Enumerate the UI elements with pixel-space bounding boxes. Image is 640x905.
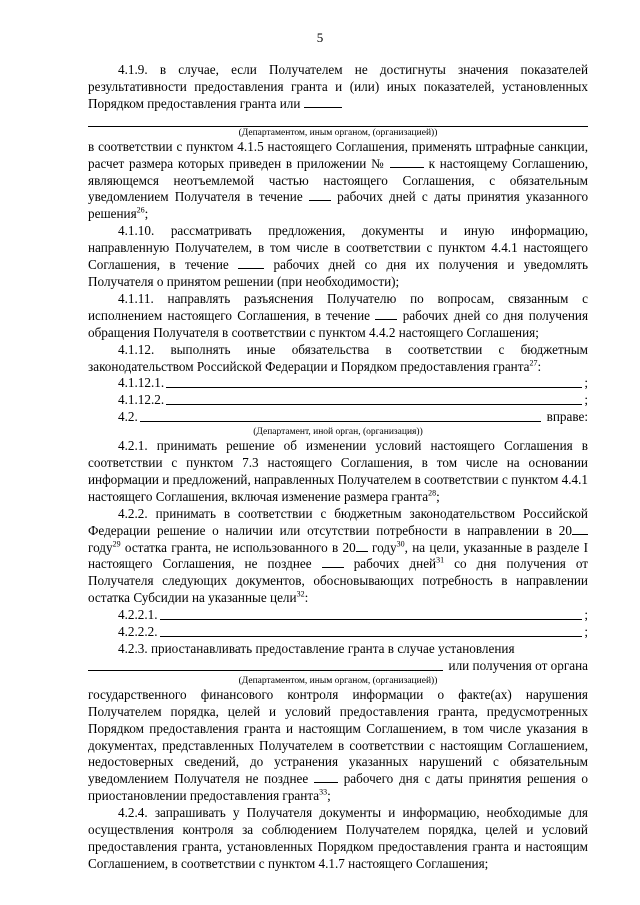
blank-4-1-12-2: 4.1.12.2. ; (118, 392, 588, 408)
paragraph-4-2-3: 4.2.3. приостанавливать предоставление гранта в случае установления (118, 641, 515, 656)
paragraph-4-2-3-cont: государственного финансового контроля информации о факте(ах) нарушения Получателем порядка, целей и условий предоставления гранта, предусмотренных Порядком предоставления гранта и настоящим Соглашением, в том числе указания в документах, представленных Получателем в соответствии с настоящим Соглашением, недостоверных сведений, до устранения указанных нарушений с обязательным уведомлением Получателя не позднее рабочего дня с даты принятия решения о приостановлении предоставления гранта$^{33}$; (88, 686, 589, 804)
paragraph-4-1-11: 4.1.11. направлять разъяснения Получателю по вопросам, связанным с исполнением настоящего Соглашения, в течение рабочих дней со дня получения обращения Получателя в соответствии с пунктом 4.4.2 настоящего Соглашения; (88, 290, 589, 340)
footnote-ref: 27 (529, 358, 538, 368)
paragraph-4-2-2: 4.2.2. принимать в соответствии с бюджетным законодательством Российской Федерации решение о наличии или отсутствии потребности в направлении в 20 году$^{29}$ остатка гранта, не использованного в 20 году$^{30}$, на цели, указанные в разделе I настоящего Соглашения, не позднее рабочих дней$^{31}$ со дня получения от Получателя следующих документов, обосновывающих потребность в направлении остатка Субсидии на указанные цели$^{32}$: (88, 505, 589, 606)
blank-4-2-2-1: 4.2.2.1. ; (118, 607, 588, 623)
paragraph-4-2-1: 4.2.1. принимать решение об изменении условий настоящего Соглашения в соответствии с пунктом 7.3 настоящего Соглашения, в том числе на основании информации и предложений, направленных Получателем в соответствии с пунктом 4.4.1 настоящего Соглашения, включая изменение размера гранта$^{28}$; (88, 438, 588, 504)
paragraph-4-1-9-cont: в соответствии с пунктом 4.1.5 настоящего Соглашения, применять штрафные санкции, расчет размера которых приведен в приложении № к настоящему Соглашению, являющемся неотъемлемой частью настоящего Соглашения, с обязательным уведомлением Получателя в течение рабочих дней с даты принятия указанного решения$^{26}$; (88, 138, 589, 222)
note-department-3: (Департаментом, иным органом, (организацией)) (238, 675, 438, 686)
footnote-ref: 28 (428, 488, 437, 498)
blank-4-1-12-1: 4.1.12.1. ; (118, 375, 588, 391)
footnote-ref: 33 (319, 787, 328, 797)
document-body (88, 62, 588, 873)
paragraph-4-1-10: 4.1.10. рассматривать предложения, документы и иную информацию, направленную Получателем, в том числе в соответствии с пунктом 4.4.1 настоящего Соглашения, в течение рабочих дней со дня их получения и уведомлять Получателя о принятом решении (при необходимости); (88, 223, 589, 289)
blank-line (88, 113, 588, 127)
blank-4-2-2-2: 4.2.2.2. ; (118, 624, 588, 640)
paragraph-4-1-9: 4.1.9. в случае, если Получателем не достигнуты значения показателей результативности предоставления гранта и (или) иных показателей, установленных Порядком предоставления гранта или (88, 62, 588, 111)
paragraph-4-2-4: 4.2.4. запрашивать у Получателя документы и информацию, необходимые для осуществления контроля за соблюдением Получателем порядка, целей и условий предоставления гранта, установленных Порядком предоставления гранта и настоящим Соглашением, в соответствии с пунктом 4.1.7 настоящего Соглашения; (88, 805, 588, 871)
note-department: (Департаментом, иным органом, (организацией)) (238, 127, 438, 138)
paragraph-4-1-12: 4.1.12. выполнять иные обязательства в соответствии с бюджетным законодательством Российской Федерации и Порядком предоставления гранта$^{27}$: (88, 341, 588, 374)
blank-4-2: 4.2. вправе: (118, 409, 588, 425)
page-number: 5 (316, 30, 324, 45)
blank-4-2-3: или получения от органа (88, 658, 588, 675)
note-department-2: (Департамент, иной орган, (организация)) (253, 427, 423, 438)
footnote-ref: 26 (136, 205, 145, 215)
